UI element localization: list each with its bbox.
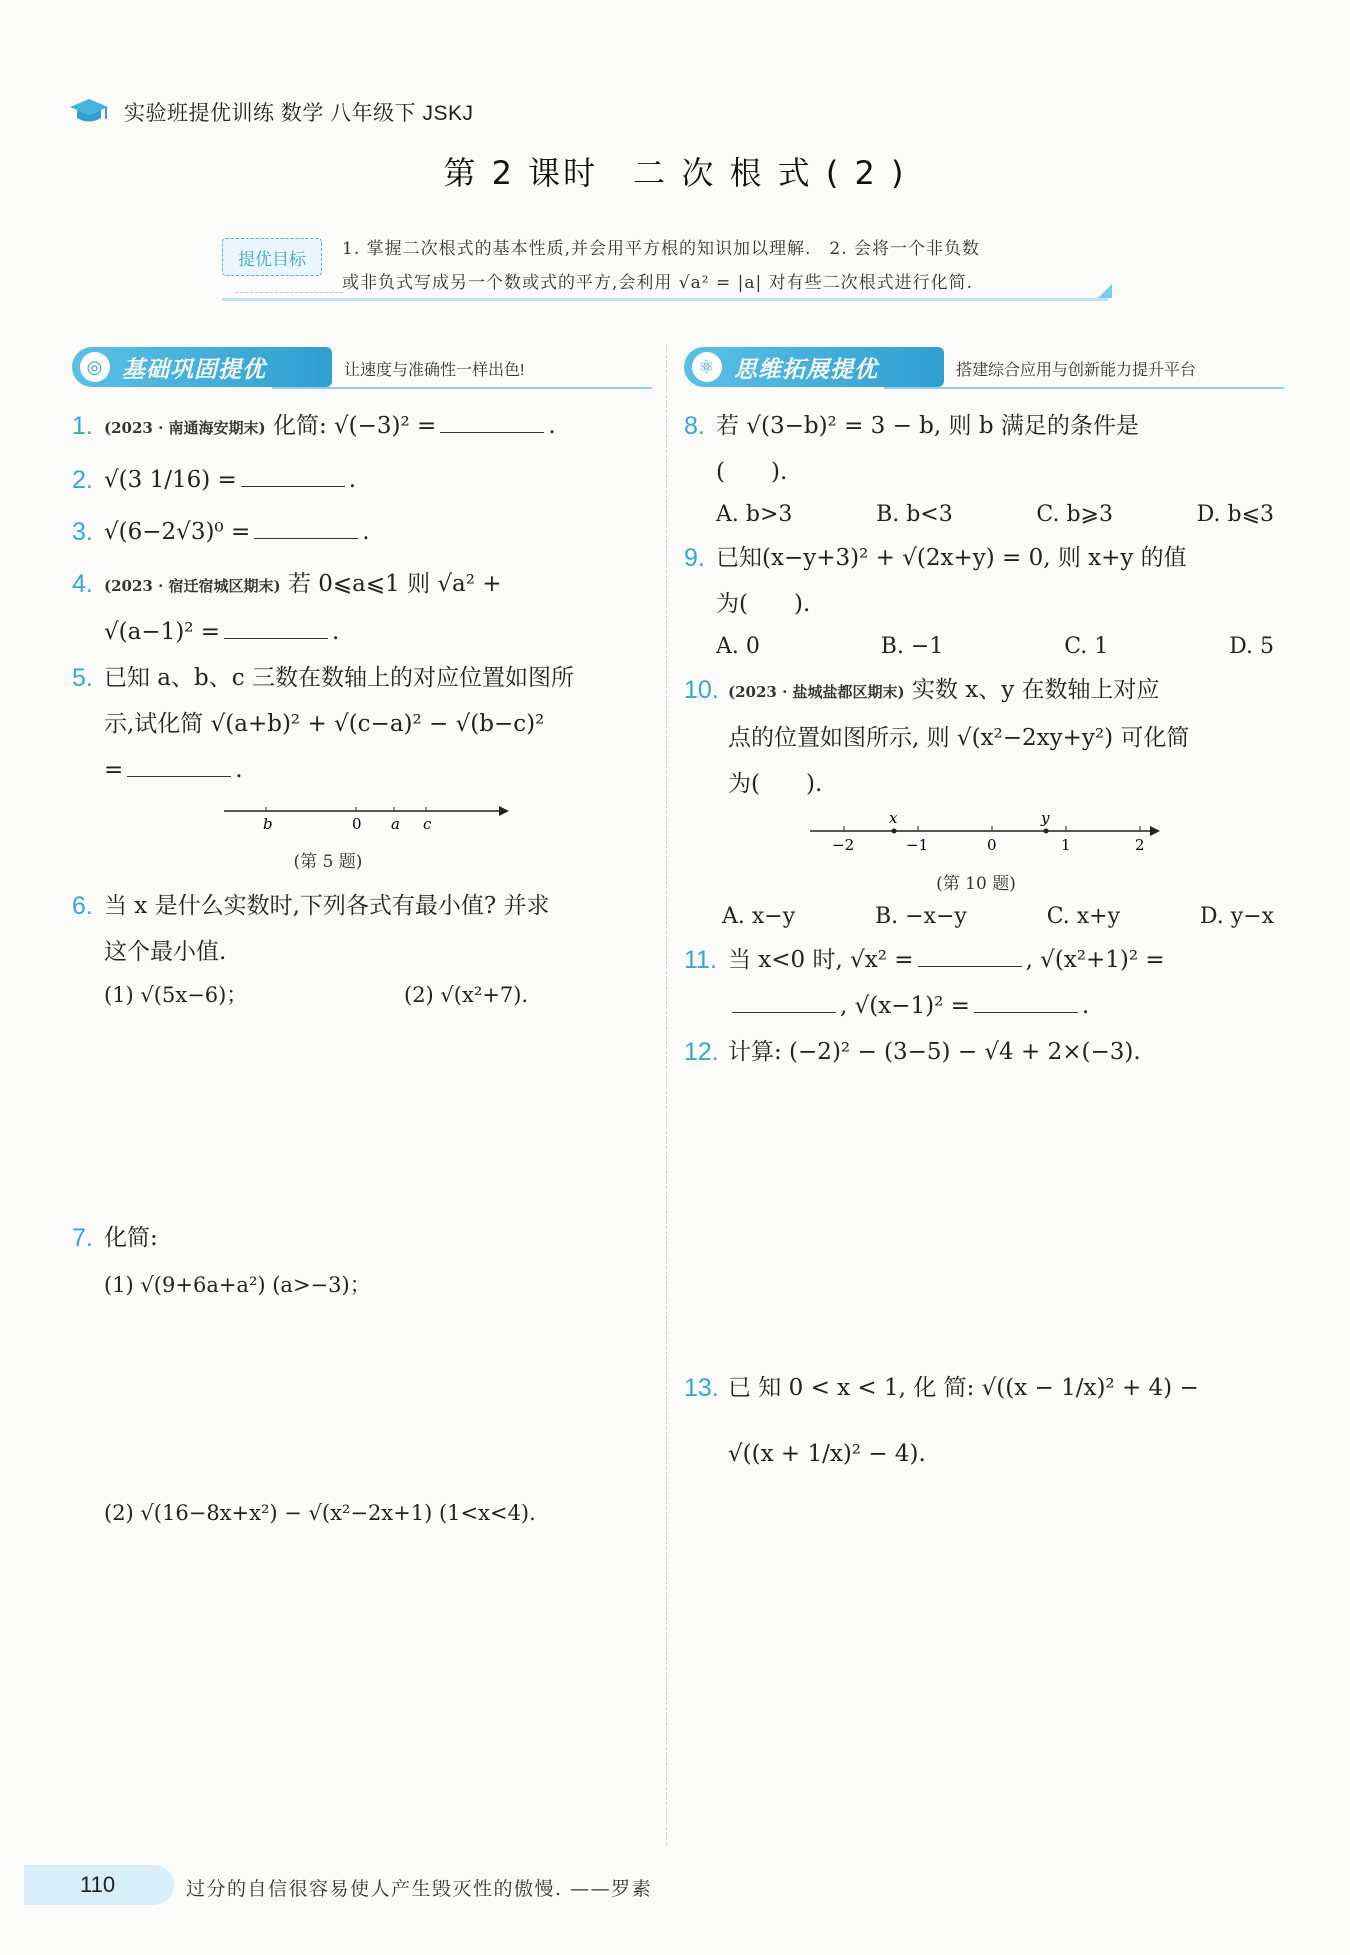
question-number: 13. [684, 1374, 719, 1402]
option-c[interactable]: C. 1 [1064, 634, 1109, 659]
question-text-mid: , √(x²+1)² = [1025, 947, 1165, 973]
part-2: (2) √(x²+7). [404, 983, 529, 1007]
option-d[interactable]: D. b⩽3 [1196, 502, 1274, 527]
options [722, 897, 1284, 937]
question-text: √(6−2√3)⁰ = [104, 519, 251, 545]
right-column [684, 345, 1284, 1477]
question-text-2: √(a−1)² = [104, 619, 221, 645]
question-text: 化简: √(−3)² = [272, 413, 437, 439]
question-text: 若 0⩽a⩽1 则 √a² + [287, 571, 502, 597]
answer-blank[interactable] [254, 516, 358, 539]
question-5: 5. 已知 a、b、c 三数在数轴上的对应位置如图所 示,试化简 √(a+b)² + √(c−a)² − √(b−c)² = . b 0 a c (第 5 题) [72, 655, 652, 875]
right-section-badge [684, 347, 944, 387]
part-1: (1) √(9+6a+a²) (a>−3)； [104, 1273, 371, 1297]
number-line-10 [728, 813, 1284, 871]
question-text-3: 为( ). [728, 771, 823, 797]
options [716, 495, 1284, 535]
answer-blank[interactable] [732, 990, 836, 1013]
number-line-svg [728, 813, 1248, 855]
question-number: 8. [684, 412, 705, 440]
question-number: 10. [684, 676, 719, 704]
header [68, 92, 474, 132]
part-2: (2) √(16−8x+x²) − √(x²−2x+1) (1<x<4). [104, 1501, 536, 1525]
column-divider [666, 345, 667, 1845]
right-section-title: 思维拓展提优 [734, 356, 878, 383]
tick-2: 2 [1135, 836, 1145, 854]
question-number: 9. [684, 544, 705, 572]
question-text-2: , √(x−1)² = [840, 993, 970, 1019]
question-7 [72, 1215, 652, 1533]
page-number: 110 [24, 1865, 174, 1905]
goal-corner [1098, 284, 1112, 298]
question-text: 已知 a、b、c 三数在数轴上的对应位置如图所 [104, 665, 574, 691]
question-13 [684, 1365, 1284, 1477]
option-a[interactable]: A. b>3 [716, 502, 793, 527]
atom-icon: ⚛ [692, 352, 722, 382]
question-4: 4. (2023 · 宿迁宿城区期末) 若 0⩽a⩽1 则 √a² + √(a−1)² = . [72, 561, 652, 655]
axis-label-b: b [263, 815, 273, 833]
right-section-header [684, 345, 1284, 389]
goal-underline [222, 298, 1108, 301]
question-text: 当 x<0 时, √x² = [728, 947, 914, 973]
right-section-note: 搭建综合应用与创新能力提升平台 [956, 362, 1197, 379]
answer-blank[interactable] [440, 410, 544, 433]
lesson-title: 第 2 课时 二 次 根 式 ( 2 ) [443, 154, 907, 192]
question-number: 11. [684, 946, 717, 974]
graduation-cap-icon [68, 97, 110, 127]
question-number: 7. [72, 1224, 93, 1252]
question-number: 1. [72, 412, 93, 440]
question-12 [684, 1029, 1284, 1075]
option-b[interactable]: B. −x−y [875, 904, 967, 929]
target-icon: ◎ [80, 352, 110, 382]
axis-label-c: c [423, 815, 432, 833]
question-text-3: = [104, 757, 124, 783]
option-d[interactable]: D. y−x [1199, 904, 1274, 929]
left-section-badge [72, 347, 332, 387]
part-1: (1) √(5x−6)； [104, 983, 248, 1007]
tick-1: 1 [1061, 836, 1071, 854]
question-6 [72, 883, 652, 1015]
question-text: √(3 1/16) = [104, 467, 237, 493]
question-text: 化简: [104, 1225, 158, 1251]
left-section-line [272, 387, 652, 389]
goal-line-1: 1. 掌握二次根式的基本性质,并会用平方根的知识加以理解. 2. 会将一个非负数 [342, 239, 981, 259]
tick-0: 0 [987, 836, 997, 854]
question-text-2: 为( ). [716, 591, 811, 617]
question-number: 4. [72, 570, 93, 598]
number-line-svg [104, 799, 624, 833]
question-number: 3. [72, 518, 93, 546]
question-text: 当 x 是什么实数时,下列各式有最小值? 并求 [104, 893, 550, 919]
point-x-label: x [889, 813, 898, 827]
question-text: 若 √(3−b)² = 3 − b, 则 b 满足的条件是 [716, 413, 1139, 439]
question-11: 11. 当 x<0 时, √x² = , √(x²+1)² = , √(x−1)² = . [684, 937, 1284, 1029]
axis-label-0: 0 [352, 815, 362, 833]
options [716, 627, 1284, 667]
axis-label-a: a [391, 815, 400, 833]
book-title: 实验班提优训练 数学 八年级下 JSKJ [124, 102, 474, 125]
question-source: (2023 · 宿迁宿城区期末) [104, 577, 281, 595]
footer-quote: 过分的自信很容易使人产生毁灭性的傲慢. ——罗素 [186, 1878, 653, 1900]
question-text: 实数 x、y 在数轴上对应 [911, 677, 1160, 703]
question-text-2: 示,试化简 √(a+b)² + √(c−a)² − √(b−c)² [104, 711, 545, 737]
goal-box [222, 228, 1110, 302]
question-3: 3. √(6−2√3)⁰ = . [72, 509, 652, 555]
question-text: 已知(x−y+3)² + √(2x+y) = 0, 则 x+y 的值 [716, 545, 1187, 571]
left-section-header [72, 345, 652, 389]
question-number: 5. [72, 664, 93, 692]
answer-blank[interactable] [127, 754, 231, 777]
question-text-2: 点的位置如图所示, 则 √(x²−2xy+y²) 可化简 [728, 725, 1190, 751]
tick-neg1: −1 [906, 836, 929, 854]
question-source: (2023 · 南通海安期末) [104, 419, 266, 437]
question-number: 2. [72, 466, 93, 494]
question-2: 2. √(3 1/16) = . [72, 457, 652, 503]
option-a[interactable]: A. 0 [716, 634, 760, 659]
figure-caption: (第 5 题) [293, 852, 363, 872]
question-1: 1. (2023 · 南通海安期末) 化简: √(−3)² = . [72, 403, 652, 451]
option-c[interactable]: C. b⩾3 [1036, 502, 1113, 527]
answer-blank[interactable] [224, 616, 328, 639]
answer-blank[interactable] [918, 944, 1022, 967]
point-y-label: y [1041, 813, 1050, 827]
number-line-5 [104, 799, 652, 849]
question-8 [684, 403, 1284, 535]
option-b[interactable]: B. b<3 [876, 502, 953, 527]
question-10 [684, 667, 1284, 937]
option-d[interactable]: D. 5 [1229, 634, 1274, 659]
question-text-2: 这个最小值. [104, 939, 227, 965]
question-text: 已 知 0 < x < 1, 化 简: √((x − 1/x)² + 4) − [728, 1375, 1199, 1401]
question-number: 6. [72, 892, 93, 920]
tick-neg2: −2 [832, 836, 855, 854]
question-text-2: ( ). [716, 459, 788, 485]
option-c[interactable]: C. x+y [1046, 904, 1121, 929]
answer-blank[interactable] [241, 464, 345, 487]
question-6-parts [104, 975, 652, 1015]
left-section-note: 让速度与准确性一样出色! [344, 362, 525, 379]
option-b[interactable]: B. −1 [880, 634, 944, 659]
figure-caption: (第 10 题) [936, 874, 1016, 894]
question-number: 12. [684, 1038, 719, 1066]
goal-badge: 提优目标 [222, 238, 322, 276]
goal-text [342, 232, 1102, 300]
question-source: (2023 · 盐城盐都区期末) [728, 683, 905, 701]
answer-blank[interactable] [974, 990, 1078, 1013]
goal-line-2: 或非负式写成另一个数或式的平方,会利用 √a² = |a| 对有些二次根式进行化简. [342, 273, 974, 293]
question-9 [684, 535, 1284, 667]
right-section-line [884, 387, 1284, 389]
left-section-title: 基础巩固提优 [122, 356, 266, 383]
option-a[interactable]: A. x−y [722, 904, 796, 929]
question-text-2: √((x + 1/x)² − 4). [728, 1441, 926, 1467]
left-column [72, 345, 652, 1533]
question-text: 计算: (−2)² − (3−5) − √4 + 2×(−3). [728, 1039, 1141, 1065]
